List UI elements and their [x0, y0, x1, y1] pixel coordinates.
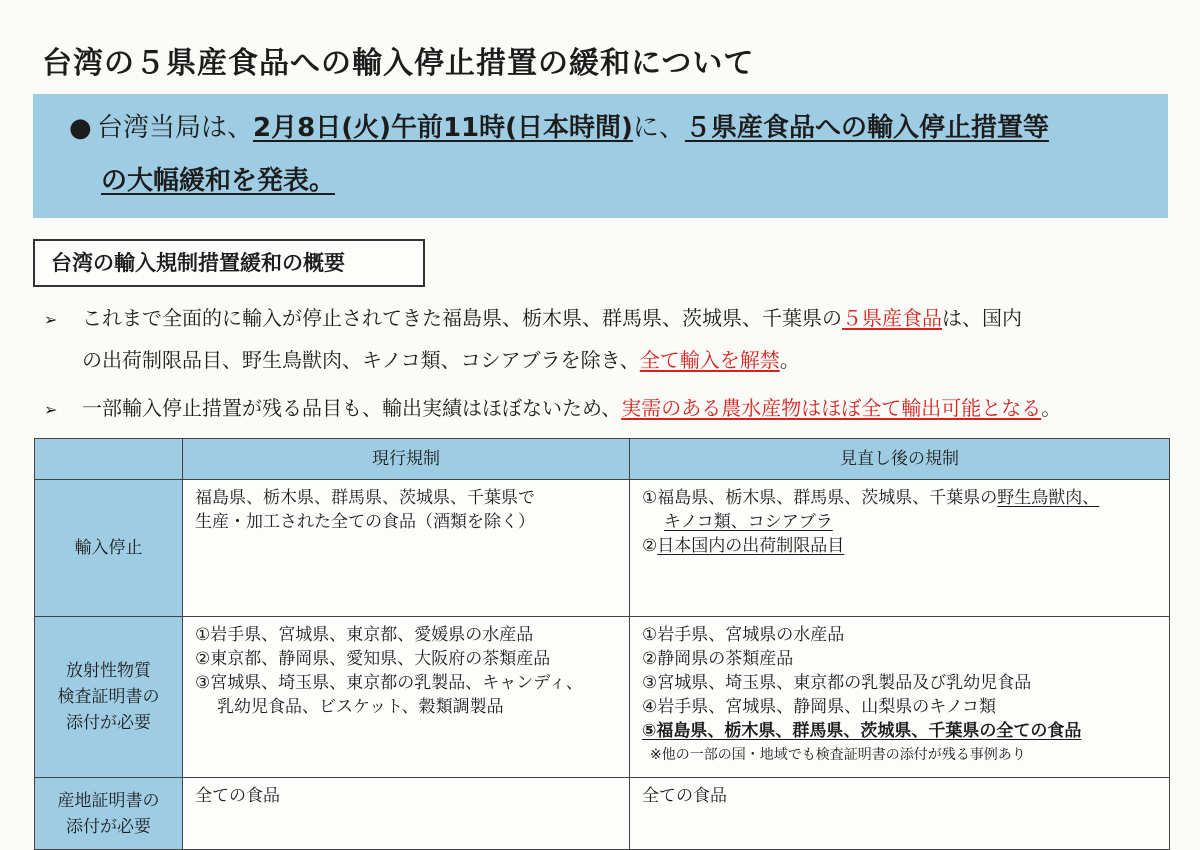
point-text: は、国内	[942, 306, 1022, 330]
header-blank	[35, 439, 183, 480]
summary-banner	[33, 94, 1168, 218]
banner-text: に、	[632, 113, 685, 143]
row-label-text: 産地証明書の	[57, 790, 160, 811]
cell-current	[183, 778, 630, 850]
highlight-text: ５県産食品	[842, 306, 942, 330]
table-row	[35, 480, 1170, 617]
table-header-row	[35, 439, 1170, 480]
arrow-bullet-icon: ➢	[44, 400, 58, 419]
cell-revised	[630, 617, 1170, 778]
banner-line-1	[69, 111, 1049, 145]
point-text: の出荷制限品目、野生鳥獣肉、キノコ類、コシアブラを除き、	[82, 348, 640, 372]
underlined-text: キノコ類、コシアブラ	[664, 512, 833, 532]
row-label-text: 添付が必要	[66, 816, 151, 837]
cell-line-emphasis: ⑤福島県、栃木県、群馬県、茨城県、千葉県の全ての食品	[642, 721, 1082, 741]
arrow-bullet-icon: ➢	[44, 310, 58, 329]
page-title: 台湾の５県産食品への輸入停止措置の緩和について	[42, 46, 755, 81]
banner-emphasis: ５県産食品への輸入停止措置等	[684, 113, 1049, 143]
point-text: 。	[779, 348, 800, 372]
cell-text: ②	[642, 536, 658, 556]
cell-note: ※他の一部の国・地域でも検査証明書の添付が残る事例あり	[650, 747, 1026, 763]
row-label-origin-cert	[35, 778, 183, 850]
banner-text: 台湾当局は、	[97, 113, 254, 143]
cell-line: ③宮城県、埼玉県、東京都の乳製品、キャンディ、	[195, 673, 583, 693]
banner-date: 2月8日(火)午前11時(日本時間)	[253, 113, 633, 143]
row-label-import-stop	[35, 480, 183, 617]
cell-line: 福島県、栃木県、群馬県、茨城県、千葉県で	[195, 488, 535, 508]
point-2	[44, 394, 1061, 424]
point-text: これまで全面的に輸入が停止されてきた福島県、栃木県、群馬県、茨城県、千葉県の	[82, 306, 842, 330]
cell-text: ①福島県、栃木県、群馬県、茨城県、千葉県の	[642, 488, 998, 508]
cell-current	[183, 617, 630, 778]
row-label-text: 検査証明書の	[57, 687, 160, 707]
cell-line: ②静岡県の茶類産品	[642, 649, 794, 669]
row-label-text: 添付が必要	[66, 713, 151, 733]
cell-line	[642, 534, 1159, 558]
cell-line: 全ての食品	[195, 786, 280, 806]
cell-current	[183, 480, 630, 617]
cell-line: 乳幼児食品、ビスケット、穀類調製品	[217, 697, 504, 717]
cell-line: ①岩手県、宮城県の水産品	[642, 625, 845, 645]
point-1-line-1	[44, 304, 1022, 334]
banner-emphasis: の大幅緩和を発表。	[101, 166, 336, 196]
point-text: 一部輸入停止措置が残る品目も、輸出実績はほぼないため、	[82, 396, 622, 420]
table-row	[35, 617, 1170, 778]
cell-line: ③宮城県、埼玉県、東京都の乳製品及び乳幼児食品	[642, 673, 1032, 693]
row-label-text: 放射性物質	[66, 661, 151, 681]
underlined-text: 日本国内の出荷制限品目	[657, 536, 845, 556]
underlined-text: 野生鳥獣肉、	[997, 488, 1100, 508]
cell-line	[642, 486, 1159, 510]
banner-line-2	[101, 164, 335, 198]
regulation-table	[34, 438, 1170, 850]
cell-line: ④岩手県、宮城県、静岡県、山梨県のキノコ類	[642, 697, 997, 717]
row-label-inspection-cert	[35, 617, 183, 778]
header-current: 現行規制	[183, 439, 630, 480]
section-heading: 台湾の輸入規制措置緩和の概要	[33, 239, 425, 287]
point-text: 。	[1041, 396, 1062, 420]
row-label-text: 輸入停止	[74, 538, 143, 558]
cell-revised	[630, 480, 1170, 617]
header-revised: 見直し後の規制	[630, 439, 1170, 480]
table-row	[35, 778, 1170, 850]
highlight-text: 全て輸入を解禁	[639, 348, 780, 372]
cell-line	[642, 510, 1159, 534]
cell-line: 全ての食品	[642, 786, 727, 806]
cell-revised	[630, 778, 1170, 850]
point-1-line-2	[82, 346, 800, 374]
cell-line: 生産・加工された全ての食品（酒類を除く）	[195, 512, 535, 532]
highlight-text: 実需のある農水産物はほぼ全て輸出可能となる	[621, 396, 1042, 420]
bullet-icon: ●	[69, 113, 92, 143]
cell-line: ①岩手県、宮城県、東京都、愛媛県の水産品	[195, 625, 534, 645]
cell-line: ②東京都、静岡県、愛知県、大阪府の茶類産品	[195, 649, 551, 669]
